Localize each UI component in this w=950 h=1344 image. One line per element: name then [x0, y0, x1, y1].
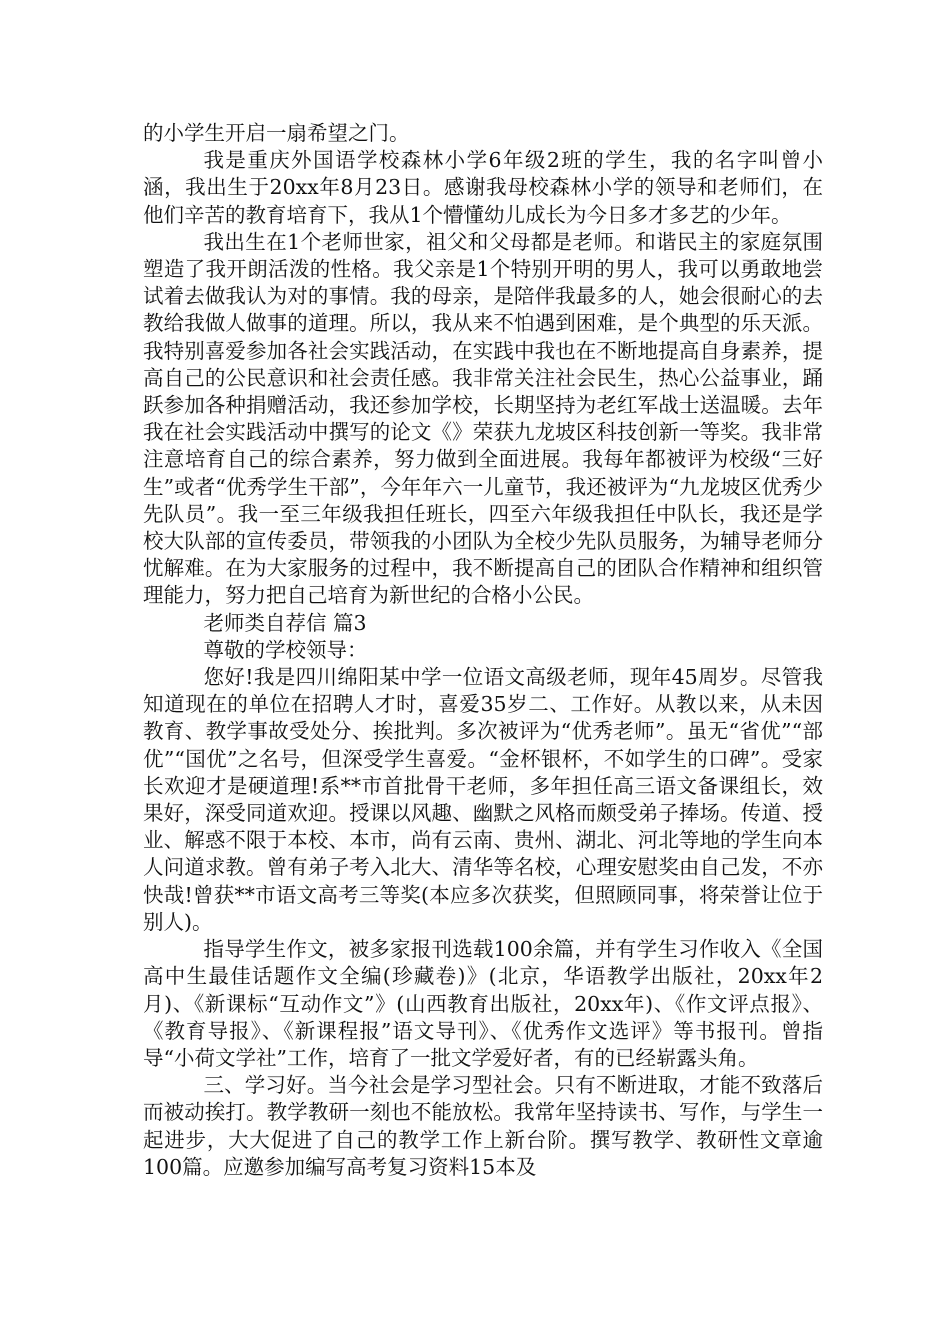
body-paragraph: 指导学生作文，被多家报刊选载100余篇，并有学生习作收入《全国高中生最佳话题作文全编(珍藏卷)》(北京，华语教学出版社，20xx年2月)、《新课标“互动作文”》(山西教育出版社，20xx年)、《作文评点报》、《教育导报》、《新课程报”语文导刊》、《优秀作文选评》等书报刊。曾指导“小荷文学社”工作，培育了一批文学爱好者，有的已经崭露头角。: [143, 937, 823, 1070]
document-body: [143, 120, 823, 1181]
section-heading: 老师类自荐信 篇3: [203, 610, 367, 635]
salutation: 尊敬的学校领导：: [203, 637, 368, 662]
continuation-paragraph: 的小学生开启一扇希望之门。: [143, 121, 410, 145]
body-paragraph: 我是重庆外国语学校森林小学6年级2班的学生，我的名字叫曾小涵，我出生于20xx年8月23日。感谢我母校森林小学的领导和老师们，在他们辛苦的教育培育下，我从1个懵懂幼儿成长为今日多才多艺的少年。: [143, 148, 823, 227]
body-paragraph: 三、学习好。当今社会是学习型社会。只有不断进取，才能不致落后而被动挨打。教学教研一刻也不能放松。我常年坚持读书、写作，与学生一起进步，大大促进了自己的教学工作上新台阶。撰写教学、教研性文章逾100篇。应邀参加编写高考复习资料15本及: [143, 1073, 823, 1179]
body-paragraph: 我出生在1个老师世家，祖父和父母都是老师。和谐民主的家庭氛围塑造了我开朗活泼的性格。我父亲是1个特别开明的男人，我可以勇敢地尝试着去做我认为对的事情。我的母亲，是陪伴我最多的人，她会很耐心的去教给我做人做事的道理。所以，我从来不怕遇到困难，是个典型的乐天派。我特别喜爱参加各社会实践活动，在实践中我也在不断地提高自身素养，提高自己的公民意识和社会责任感。我非常关注社会民生，热心公益事业，踊跃参加各种捐赠活动，我还参加学校，长期坚持为老红军战士送温暖。去年我在社会实践活动中撰写的论文《》荣获九龙坡区科技创新一等奖。我非常注意培育自己的综合素养，努力做到全面进展。我每年都被评为校级“三好生”或者“优秀学生干部”，今年年六一儿童节，我还被评为“九龙坡区优秀少先队员”。我一至三年级我担任班长，四至六年级我担任中队长，我还是学校大队部的宣传委员，带领我的小团队为全校少先队员服务，为辅导老师分忧解难。在为大家服务的过程中，我不断提高自己的团队合作精神和组织管理能力，努力把自己培育为新世纪的合格小公民。: [143, 229, 823, 608]
body-paragraph: 您好!我是四川绵阳某中学一位语文高级老师，现年45周岁。尽管我知道现在的单位在招聘人才时，喜爱35岁二、工作好。从教以来，从未因教育、教学事故受处分、挨批判。多次被评为“优秀老师”。虽无“省优”“部优”“国优”之名号，但深受学生喜爱。“金杯银杯，不如学生的口碑”。受家长欢迎才是硬道理!系**市首批骨干老师，多年担任高三语文备课组长，效果好，深受同道欢迎。授课以风趣、幽默之风格而颇受弟子捧场。传道、授业、解惑不限于本校、本市，尚有云南、贵州、湖北、河北等地的学生向本人问道求教。曾有弟子考入北大、清华等名校，心理安慰奖由自己发，不亦快哉!曾获**市语文高考三等奖(本应多次获奖，但照顾同事，将荣誉让位于别人)。: [143, 665, 823, 934]
